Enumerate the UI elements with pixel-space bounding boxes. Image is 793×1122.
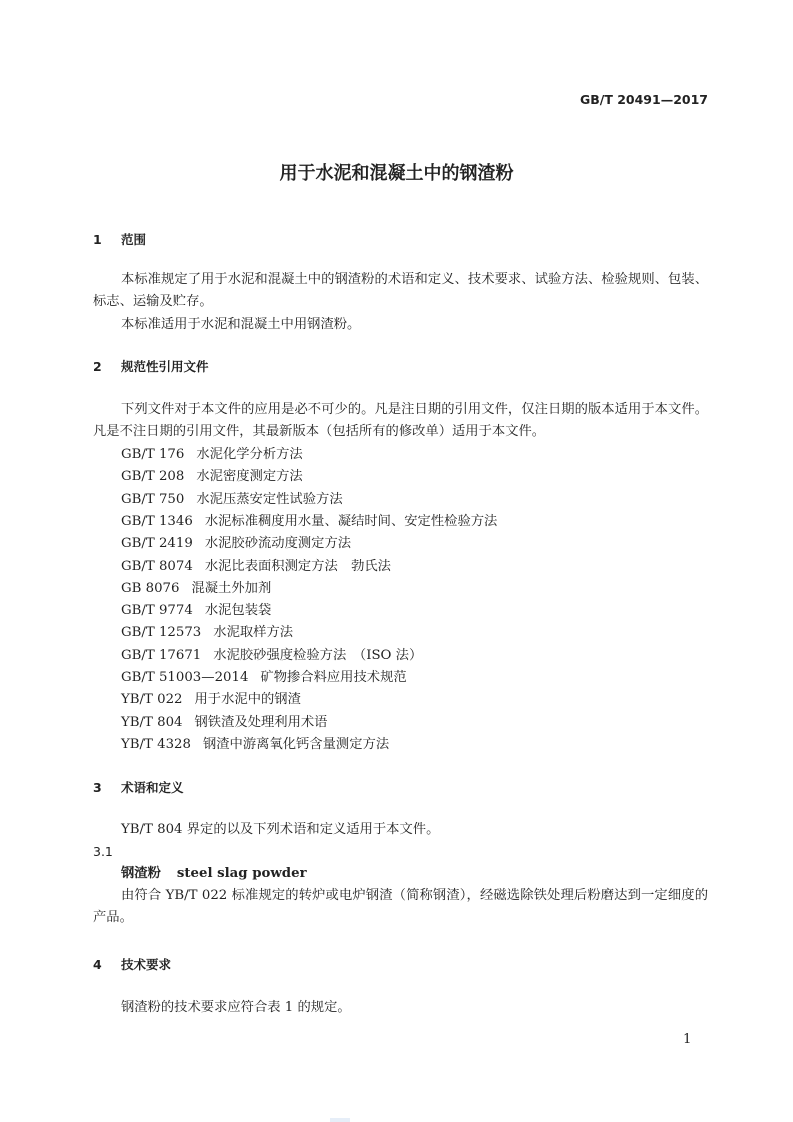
- section-title: 技术要求: [121, 957, 172, 972]
- reference-title: 水泥取样方法: [213, 625, 294, 641]
- section-title: 规范性引用文件: [121, 359, 209, 374]
- reference-item: [121, 466, 303, 488]
- reference-title: 水泥压蒸安定性试验方法: [196, 491, 343, 507]
- reference-title: 钢渣中游离氧化钙含量测定方法: [202, 736, 390, 752]
- section-number: 2: [93, 359, 102, 374]
- reference-code: GB/T 17671: [121, 647, 202, 663]
- paragraph: YB/T 804 界定的以及下列术语和定义适用于本文件。: [121, 822, 440, 837]
- reference-title: 水泥密度测定方法: [196, 469, 303, 485]
- reference-code: YB/T 022: [121, 692, 183, 708]
- paragraph: 下列文件对于本文件的应用是必不可少的。凡是注日期的引用文件，仅注日期的版本适用于本文件。凡是不注日期的引用文件，其最新版本（包括所有的修改单）适用于本文件。: [93, 402, 708, 439]
- reference-title: 混凝土外加剂: [191, 580, 272, 596]
- paragraph: 钢渣粉的技术要求应符合表 1 的规定。: [121, 1000, 351, 1015]
- section-title: 范围: [121, 232, 147, 247]
- reference-item: [121, 533, 351, 555]
- reference-title: 矿物掺合料应用技术规范: [260, 670, 407, 685]
- section-heading-2: [93, 356, 209, 378]
- reference-item: [121, 444, 303, 466]
- reference-item: [121, 511, 497, 533]
- reference-title: 水泥标准稠度用水量、凝结时间、安定性检验方法: [204, 513, 498, 529]
- term-chinese: 钢渣粉: [121, 866, 161, 881]
- paragraph: 本标准规定了用于水泥和混凝土中的钢渣粉的术语和定义、技术要求、试验方法、检验规则、包装、标志、运输及贮存。: [93, 272, 708, 309]
- reference-item: [121, 689, 301, 711]
- reference-item: [121, 712, 327, 734]
- reference-item: [121, 600, 271, 622]
- reference-item: [121, 667, 407, 689]
- reference-code: GB/T 8074: [121, 558, 193, 574]
- page-number: 1: [683, 1032, 692, 1047]
- section-heading-4: [93, 954, 171, 976]
- reference-title: 用于水泥中的钢渣: [194, 692, 301, 708]
- reference-title: 水泥胶砂强度检验方法 （ISO 法）: [213, 647, 423, 663]
- standard-number-header: GB/T 20491—2017: [579, 92, 708, 107]
- section-heading-1: [93, 229, 146, 251]
- reference-item: [121, 622, 293, 644]
- reference-title: 水泥包装袋: [204, 603, 272, 619]
- reference-title: 水泥胶砂流动度测定方法: [204, 536, 352, 552]
- reference-item: [121, 645, 422, 667]
- scan-mark: [330, 1118, 350, 1122]
- reference-code: GB 8076: [121, 580, 180, 596]
- reference-code: YB/T 804: [121, 714, 183, 730]
- reference-code: GB/T 2419: [121, 536, 193, 552]
- reference-code: GB/T 176: [121, 447, 185, 462]
- section-number: 4: [93, 957, 102, 972]
- document-title: 用于水泥和混凝土中的钢渣粉: [279, 163, 514, 184]
- reference-code: GB/T 1346: [121, 513, 193, 529]
- paragraph: 本标准适用于水泥和混凝土中用钢渣粉。: [121, 317, 361, 332]
- reference-code: GB/T 208: [121, 469, 185, 485]
- reference-item: [121, 556, 391, 578]
- section-number: 3: [93, 780, 102, 795]
- section-heading-3: [93, 777, 184, 799]
- clause-number: 3.1: [93, 844, 113, 859]
- reference-code: GB/T 12573: [121, 625, 202, 641]
- term-entry: [121, 863, 307, 885]
- reference-title: 水泥化学分析方法: [196, 447, 303, 462]
- term-english: steel slag powder: [176, 866, 307, 881]
- reference-code: GB/T 750: [121, 491, 185, 507]
- section-number: 1: [93, 232, 102, 247]
- reference-code: GB/T 51003—2014: [121, 670, 249, 685]
- reference-code: YB/T 4328: [121, 736, 191, 752]
- reference-code: GB/T 9774: [121, 603, 193, 619]
- reference-title: 钢铁渣及处理利用术语: [194, 714, 328, 730]
- reference-item: [121, 489, 343, 511]
- section-title: 术语和定义: [121, 780, 184, 795]
- reference-item: [121, 734, 389, 756]
- term-definition: 由符合 YB/T 022 标准规定的转炉或电炉钢渣（简称钢渣），经磁选除铁处理后粉磨达到一定细度的产品。: [93, 888, 708, 925]
- reference-item: [121, 578, 271, 600]
- reference-title: 水泥比表面积测定方法 勃氏法: [204, 558, 391, 574]
